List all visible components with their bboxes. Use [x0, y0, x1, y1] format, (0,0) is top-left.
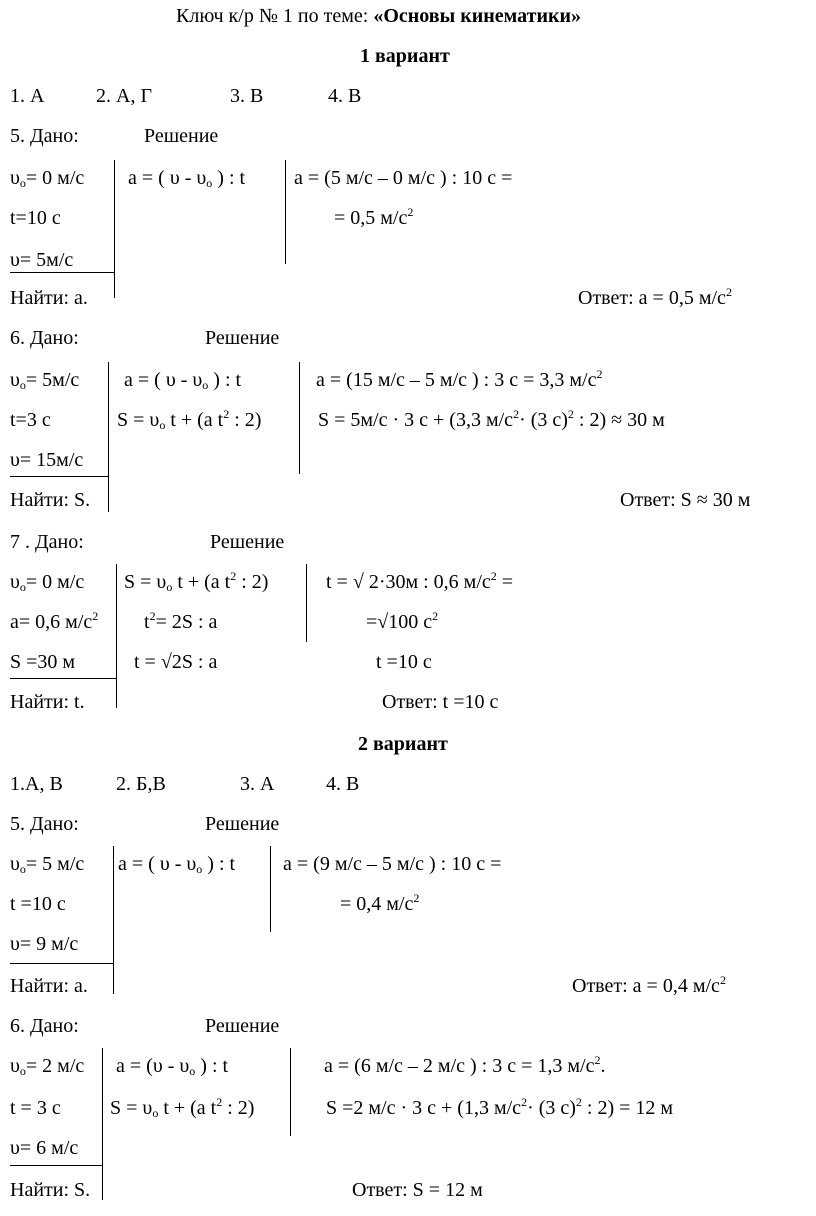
v2-p5-given-t: t =10 с: [10, 893, 66, 915]
v2-p5-dano-label: 5. Дано:: [10, 813, 79, 835]
v2-p6-dano-hline: [10, 1165, 102, 1166]
v1-p7-calc-3: t =10 с: [376, 651, 432, 673]
v1-p7-find: Найти: t.: [10, 691, 85, 713]
v1-p6-given-v: υ= 15м/с: [10, 449, 84, 471]
v2-p5-given-v0: $\upsilon_о= 5$ м/с: [10, 853, 85, 876]
v2-answer-1: 1.А, В: [10, 773, 63, 795]
v2-answer-3: 3. А: [240, 773, 275, 795]
v1-p6-dano-label: 6. Дано:: [10, 327, 79, 349]
v1-p5-formula: a = ( υ - $\upsilon_о$ ) : t: [128, 167, 246, 190]
v1-p7-reshenie-label: Решение: [210, 531, 285, 553]
v2-p5-formula: a = ( υ - $\upsilon_о$ ) : t: [118, 853, 236, 876]
v1-p5-given-t: t=10 с: [10, 207, 61, 229]
v1-p6-calc-2: S = 5м/с · 3 с + (3,3 $м/с^2\cdot (3$ с)$^2$ : 2) ≈ 30 м: [318, 407, 665, 431]
v1-p6-dano-hline: [10, 476, 108, 477]
v2-p5-calc-line2: = 0,4 $м/с^2$: [340, 891, 420, 915]
v2-p6-given-v0: $\upsilon_о= 2$ м/с: [10, 1055, 85, 1078]
v1-p7-answer: Ответ: t =10 с: [382, 691, 499, 713]
v2-p6-formula-1: $a = (\upsilon - \upsilon_о$ ) : t: [116, 1055, 229, 1078]
v2-p6-dano-vline: [102, 1048, 103, 1200]
v2-p5-dano-hline: [10, 963, 113, 964]
v1-p6-dano-vline: [108, 362, 109, 512]
v1-p7-given-s: S =30 м: [10, 651, 76, 673]
v2-answer-4: 4. В: [326, 773, 360, 795]
v1-p5-given-v: υ= 5м/с: [10, 249, 74, 271]
v1-p6-answer: Ответ: S ≈ 30 м: [620, 489, 751, 511]
v1-p7-formula-1: $S = \upsilon_о$ t + (a $t^2$ : 2): [124, 569, 269, 594]
v1-answer-2: 2. А, Г: [96, 85, 153, 107]
v1-p5-dano-vline: [114, 160, 115, 298]
variant-1-heading: 1 вариант: [360, 45, 450, 67]
v1-p5-answer: Ответ: a = 0,5 $м/с^2$: [578, 285, 732, 309]
v1-p7-formula-3: t = √2S : a: [134, 651, 218, 673]
v2-p5-answer: Ответ: a = 0,4 $м/с^2$: [572, 973, 726, 997]
v2-p6-dano-label: 6. Дано:: [10, 1015, 79, 1037]
v1-p5-dano-hline: [10, 272, 114, 273]
v1-p7-given-v0: $\upsilon_о= 0$ м/с: [10, 571, 85, 594]
v1-p7-formula-2: $t^2= 2S$ : a: [144, 609, 218, 633]
v1-p6-find: Найти: S.: [10, 489, 91, 511]
v1-answer-3: 3. В: [230, 85, 264, 107]
v2-answer-2: 2. Б,В: [116, 773, 166, 795]
v1-p5-find: Найти: a.: [10, 287, 88, 309]
variant-2-heading: 2 вариант: [358, 733, 448, 755]
v1-p5-reshenie-label: Решение: [144, 125, 219, 147]
v2-p6-calc-1: a = (6 м/с – 2 м/с ) : 3 с = 1,3 $м/с^2$.: [324, 1053, 606, 1077]
v1-p5-calc-line1: a = (5 м/с – 0 м/с ) : 10 с =: [294, 167, 513, 189]
v2-p6-given-t: t = 3 с: [10, 1097, 61, 1119]
v1-p5-given-v0: $\upsilon_о= 0$ м/с: [10, 167, 85, 190]
v2-p5-solution-vline: [270, 846, 271, 932]
v1-p7-dano-label: 7 . Дано:: [10, 531, 84, 553]
v1-p5-solution-vline: [285, 160, 286, 264]
v1-answer-1: 1. А: [10, 85, 45, 107]
v2-p6-answer: Ответ: S = 12 м: [352, 1179, 483, 1201]
v1-p7-calc-2: =√100 $с^2$: [366, 609, 439, 633]
v1-p6-solution-vline: [299, 362, 300, 474]
v1-answer-4: 4. В: [328, 85, 362, 107]
v2-p5-dano-vline: [113, 846, 114, 994]
v2-p5-find: Найти: a.: [10, 975, 88, 997]
v1-p5-dano-label: 5. Дано:: [10, 125, 79, 147]
v2-p6-calc-2: S =2 м/с · 3 с + (1,3 $м/с^2\cdot (3$ с)$^2$ : 2) = 12 м: [326, 1095, 674, 1119]
v1-p7-calc-1: t = √ 2·30м : 0,6 $м/с^2$ =: [326, 569, 514, 593]
v2-p5-reshenie-label: Решение: [205, 813, 280, 835]
v1-p6-given-t: t=3 с: [10, 409, 51, 431]
v1-p6-formula-2: $S = \upsilon_о$ t + (a $t^2$ : 2): [117, 407, 262, 432]
document-title: Ключ к/р № 1 по теме: «Основы кинематики»: [176, 5, 582, 27]
v2-p5-calc-line1: a = (9 м/с – 5 м/с ) : 10 с =: [283, 853, 502, 875]
v2-p6-find: Найти: S.: [10, 1179, 91, 1201]
v2-p6-reshenie-label: Решение: [205, 1015, 280, 1037]
v2-p6-formula-2: $S = \upsilon_о$ t + (a $t^2$ : 2): [110, 1095, 255, 1120]
v2-p6-solution-vline: [290, 1048, 291, 1136]
v1-p7-given-a: a= 0,6 $м/с^2$: [10, 609, 99, 633]
v1-p6-reshenie-label: Решение: [205, 327, 280, 349]
v1-p5-calc-line2: = 0,5 $м/с^2$: [334, 205, 414, 229]
v1-p6-formula-1: a = ( υ - $\upsilon_о$ ) : t: [124, 369, 242, 392]
v2-p5-given-v: υ= 9 м/с: [10, 933, 79, 955]
v1-p7-dano-hline: [10, 678, 116, 679]
v2-p6-given-v: υ= 6 м/с: [10, 1137, 79, 1159]
v1-p6-given-v0: $\upsilon_о= 5м/с$: [10, 369, 80, 392]
v1-p7-dano-vline: [116, 564, 117, 708]
v1-p6-calc-1: a = (15 м/с – 5 м/с ) : 3 с = 3,3 $м/с^2$: [316, 367, 603, 391]
v1-p7-solution-vline: [306, 564, 307, 642]
